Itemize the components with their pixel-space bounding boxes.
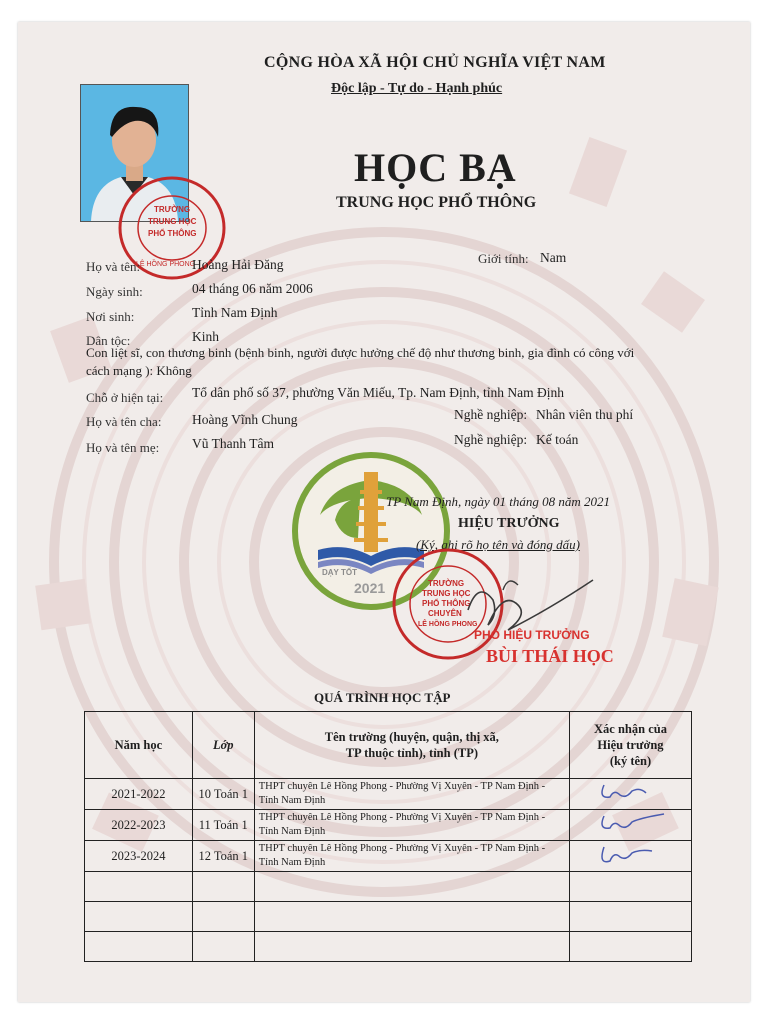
principal-title: HIỆU TRƯỞNG (458, 516, 560, 531)
svg-text:TRUNG HỌC: TRUNG HỌC (422, 589, 471, 598)
row-year: 2021-2022 (85, 779, 193, 810)
table-header-row (85, 712, 692, 779)
father-job-label: Nghề nghiệp: (454, 407, 528, 422)
row-class: 11 Toán 1 (192, 810, 254, 841)
name-label: Họ và tên: (86, 259, 141, 274)
table-row-empty (85, 932, 692, 962)
svg-text:LÊ HỒNG PHONG: LÊ HỒNG PHONG (418, 621, 478, 628)
country-name: CỘNG HÒA XÃ HỘI CHỦ NGHĨA VIỆT NAM (264, 54, 606, 71)
row-year: 2023-2024 (85, 841, 193, 872)
national-motto: Độc lập - Tự do - Hạnh phúc (331, 81, 503, 96)
row-signature (569, 810, 691, 841)
row-class: 12 Toán 1 (192, 841, 254, 872)
svg-text:TRƯỜNG: TRƯỜNG (154, 205, 191, 214)
svg-text:TRUNG HỌC: TRUNG HỌC (148, 217, 197, 226)
document-title: HỌC BẠ (354, 145, 517, 190)
logo-year: 2021 (354, 580, 386, 596)
table-row (85, 810, 692, 841)
handwritten-signature-2 (574, 810, 684, 836)
policy-text: Con liệt sĩ, con thương binh (bệnh binh, người được hưởng chế độ như thương binh, gia đình có công với (86, 345, 635, 360)
table-row (85, 841, 692, 872)
address-label: Chỗ ở hiện tại: (86, 390, 164, 405)
ethnicity-label: Dân tộc: (86, 333, 131, 348)
student-ethnicity: Kinh (192, 329, 219, 344)
header-school-line1: Tên trường (huyện, quận, thị xã, (324, 730, 499, 744)
svg-text:TRƯỜNG: TRƯỜNG (428, 579, 465, 588)
signature-instruction: (Ký, ghi rõ họ tên và đóng dấu) (416, 537, 580, 552)
gender-label: Giới tính: (478, 251, 529, 266)
header-confirm-line2: Hiệu trưởng (597, 738, 664, 752)
policy-text-continued: cách mạng ): Không (86, 363, 192, 378)
svg-text:CHUYÊN: CHUYÊN (428, 609, 462, 618)
dob-label: Ngày sinh: (86, 284, 143, 299)
father-job: Nhân viên thu phí (536, 407, 634, 422)
row-signature (569, 779, 691, 810)
mother-job-label: Nghề nghiệp: (454, 432, 528, 447)
header-confirm-line3: (ký tên) (609, 754, 652, 768)
table-row-empty (85, 902, 692, 932)
document-subtitle: TRUNG HỌC PHỔ THÔNG (336, 194, 537, 211)
table-row-empty (85, 872, 692, 902)
student-address: Tổ dân phố số 37, phường Văn Miếu, Tp. Nam Định, tỉnh Nam Định (192, 385, 565, 400)
svg-text:LÊ HỒNG PHONG: LÊ HỒNG PHONG (136, 261, 196, 268)
mother-name: Vũ Thanh Tâm (192, 436, 274, 451)
document-page (18, 22, 750, 1002)
student-gender: Nam (540, 250, 567, 265)
father-name: Hoàng Vĩnh Chung (192, 412, 298, 427)
history-title: QUÁ TRÌNH HỌC TẬP (314, 690, 451, 705)
student-birthplace: Tỉnh Nam Định (192, 305, 278, 320)
header-confirm-line1: Xác nhận của (594, 722, 667, 736)
header-confirm (569, 712, 691, 779)
handwritten-signature-3 (574, 841, 684, 867)
svg-text:PHỔ THÔNG: PHỔ THÔNG (148, 229, 197, 238)
logo-motto: DẠY TỐT (322, 568, 357, 577)
mother-label: Họ và tên mẹ: (86, 440, 160, 455)
row-school: THPT chuyên Lê Hồng Phong - Phường Vị Xuyên - TP Nam Định - Tỉnh Nam Định (254, 810, 569, 841)
header-class: Lớp (192, 712, 254, 779)
row-school: THPT chuyên Lê Hồng Phong - Phường Vị Xuyên - TP Nam Định - Tỉnh Nam Định (254, 779, 569, 810)
row-signature (569, 841, 691, 872)
handwritten-signature-1 (574, 779, 684, 805)
header-school (254, 712, 569, 779)
study-history-table (84, 711, 692, 962)
deputy-principal-name: BÙI THÁI HỌC (486, 646, 614, 666)
student-name: Hoàng Hải Đăng (192, 257, 284, 272)
header-school-line2: TP thuộc tỉnh), tỉnh (TP) (345, 746, 478, 760)
svg-text:PHỔ THÔNG: PHỔ THÔNG (422, 599, 471, 608)
header-year: Năm học (85, 712, 193, 779)
birthplace-label: Nơi sinh: (86, 309, 135, 324)
father-label: Họ và tên cha: (86, 414, 162, 429)
table-row (85, 779, 692, 810)
row-school: THPT chuyên Lê Hồng Phong - Phường Vị Xuyên - TP Nam Định - Tỉnh Nam Định (254, 841, 569, 872)
mother-job: Kế toán (536, 432, 579, 447)
row-class: 10 Toán 1 (192, 779, 254, 810)
deputy-principal-title: PHÓ HIỆU TRƯỞNG (474, 628, 590, 642)
student-dob: 04 tháng 06 năm 2006 (192, 281, 313, 296)
signature-place-date: TP Nam Định, ngày 01 tháng 08 năm 2021 (386, 494, 611, 509)
row-year: 2022-2023 (85, 810, 193, 841)
